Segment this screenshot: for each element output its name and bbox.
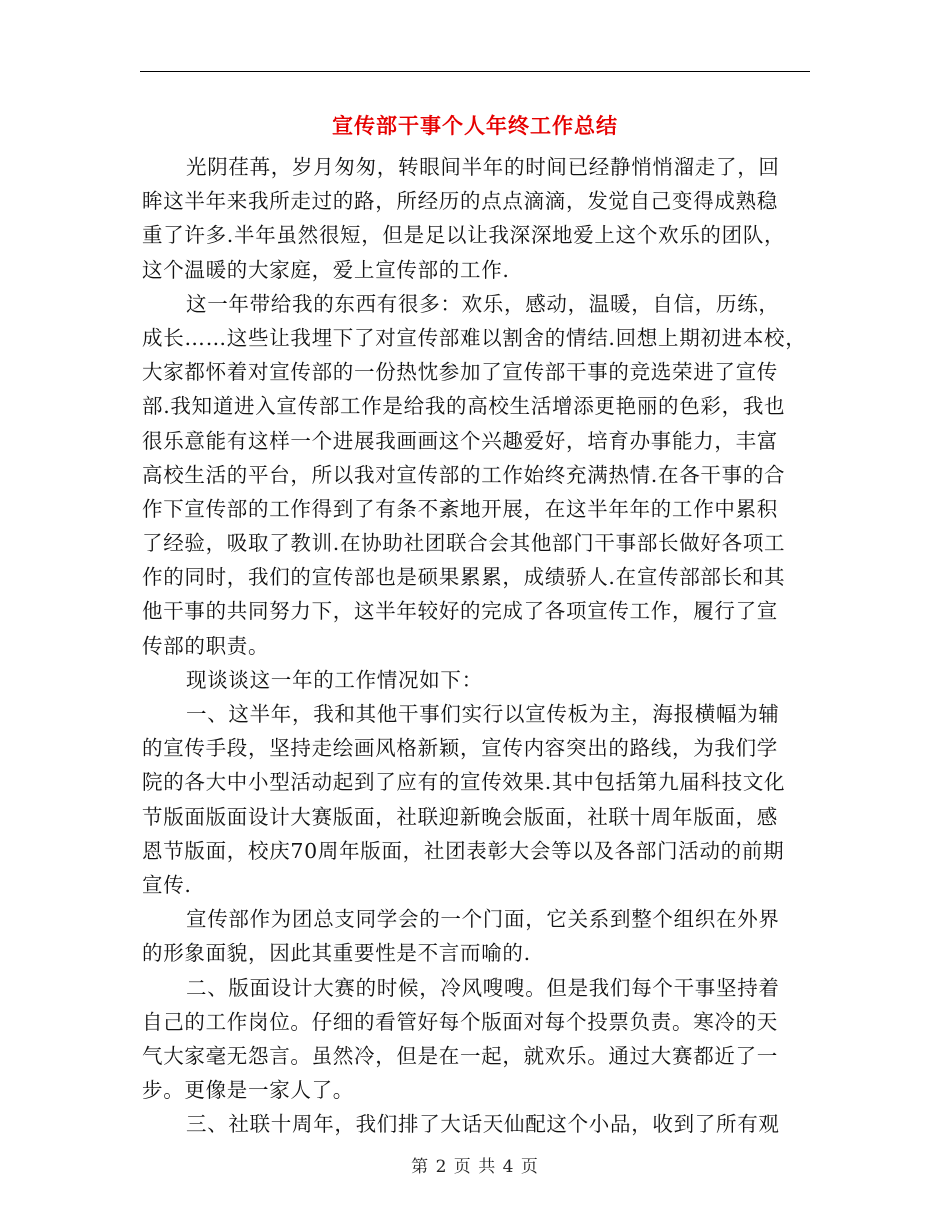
text-line: 的形象面貌，因此其重要性是不言而喻的. bbox=[142, 941, 531, 966]
text-line: 自己的工作岗位。仔细的看管好每个版面对每个投票负责。寒冷的天 bbox=[142, 1009, 778, 1034]
text-line: 现谈谈这一年的工作情况如下： bbox=[186, 667, 483, 692]
text-line: 很乐意能有这样一个进展我画画这个兴趣爱好，培育办事能力，丰富 bbox=[142, 428, 778, 453]
text-line: 节版面版面设计大赛版面，社联迎新晚会版面，社联十周年版面，感 bbox=[142, 804, 778, 829]
page-number: 第 2 页 共 4 页 bbox=[411, 1157, 539, 1177]
text-line: 作的同时，我们的宣传部也是硕果累累，成绩骄人.在宣传部部长和其 bbox=[142, 565, 786, 590]
text-line: 这个温暖的大家庭，爱上宣传部的工作. bbox=[142, 257, 510, 282]
text-line: 眸这半年来我所走过的路，所经历的点点滴滴，发觉自己变得成熟稳 bbox=[142, 189, 778, 214]
text-line: 宣传部作为团总支同学会的一个门面，它关系到整个组织在外界 bbox=[186, 907, 780, 932]
text-line: 的宣传手段，坚持走绘画风格新颖，宣传内容突出的路线，为我们学 bbox=[142, 736, 778, 761]
text-line: 恩节版面，校庆70周年版面，社团表彰大会等以及各部门活动的前期 bbox=[142, 838, 785, 863]
text-line: 作下宣传部的工作得到了有条不紊地开展，在这半年年的工作中累积 bbox=[142, 496, 778, 521]
text-line: 这一年带给我的东西有很多：欢乐，感动，温暖，自信，历练， bbox=[186, 291, 780, 316]
text-line: 他干事的共同努力下，这半年较好的完成了各项宣传工作，履行了宣 bbox=[142, 599, 778, 624]
text-line: 步。更像是一家人了。 bbox=[142, 1078, 354, 1103]
text-line: 一、这半年，我和其他干事们实行以宣传板为主，海报横幅为辅 bbox=[186, 702, 780, 726]
text-line: 院的各大中小型活动起到了应有的宣传效果.其中包括第九届科技文化 bbox=[142, 770, 786, 795]
text-line: 重了许多.半年虽然很短，但是足以让我深深地爱上这个欢乐的团队， bbox=[142, 223, 786, 248]
text-line: 成长……这些让我埋下了对宣传部难以割舍的情结.回想上期初进本校， bbox=[142, 325, 807, 350]
document-title: 宣传部干事个人年终工作总结 bbox=[332, 113, 618, 138]
document-body bbox=[142, 150, 818, 1141]
text-line: 高校生活的平台，所以我对宣传部的工作始终充满热情.在各干事的合 bbox=[142, 462, 786, 487]
text-line: 大家都怀着对宣传部的一份热忱参加了宣传部干事的竞选荣进了宣传 bbox=[142, 360, 778, 385]
text-line: 传部的职责。 bbox=[142, 633, 270, 658]
text-line: 部.我知道进入宣传部工作是给我的高校生活增添更艳丽的色彩，我也 bbox=[142, 394, 786, 419]
text-line: 气大家毫无怨言。虽然冷，但是在一起，就欢乐。通过大赛都近了一 bbox=[142, 1043, 778, 1068]
text-line: 二、版面设计大赛的时候，冷风嗖嗖。但是我们每个干事坚持着 bbox=[186, 975, 780, 1000]
text-line: 光阴荏苒，岁月匆匆，转眼间半年的时间已经静悄悄溜走了，回 bbox=[186, 155, 780, 179]
text-line: 了经验，吸取了教训.在协助社团联合会其他部门干事部长做好各项工 bbox=[142, 531, 786, 556]
text-line: 三、社联十周年，我们排了大话天仙配这个小品，收到了所有观 bbox=[186, 1112, 780, 1137]
header-rule bbox=[140, 71, 810, 72]
text-line: 宣传. bbox=[142, 872, 192, 897]
